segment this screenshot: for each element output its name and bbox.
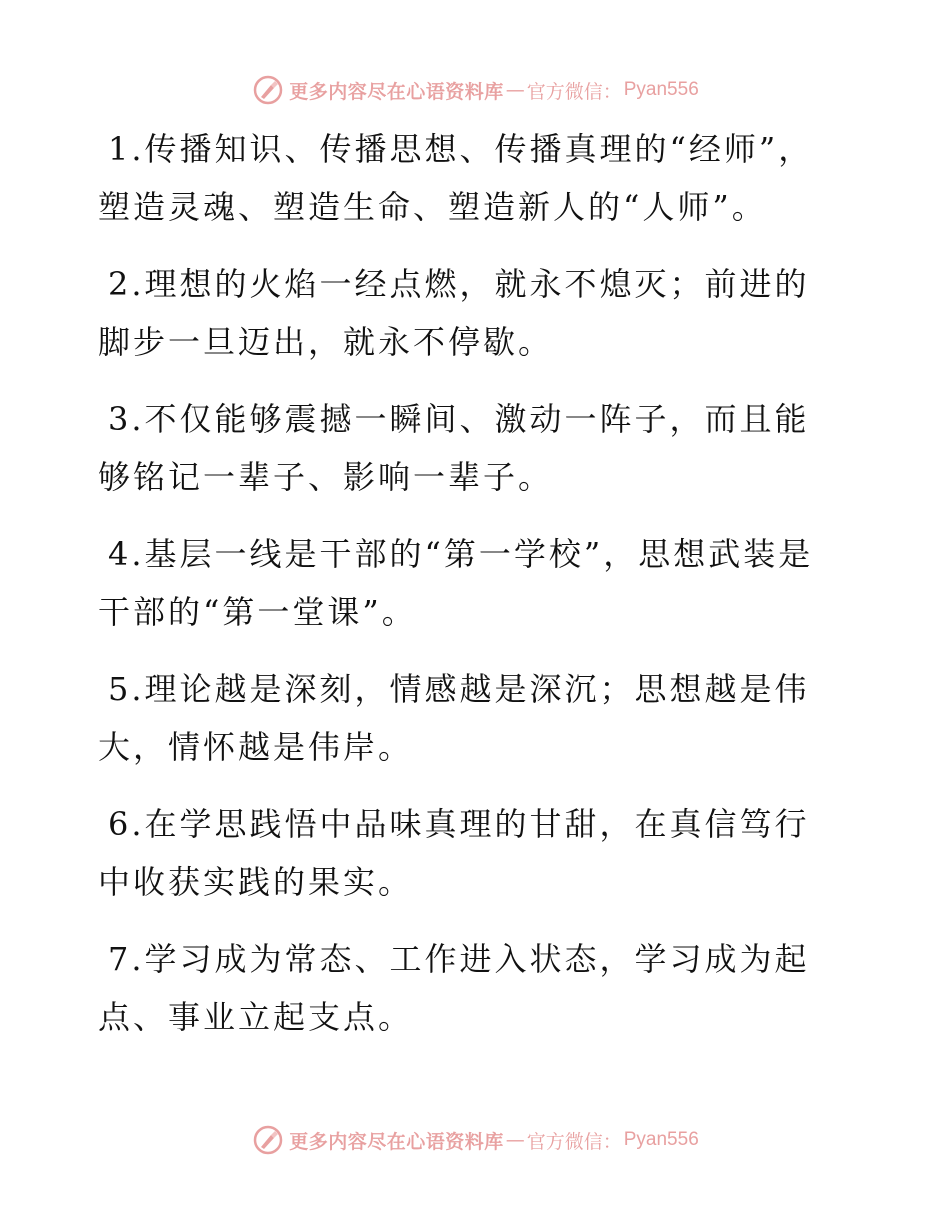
pen-logo-icon xyxy=(251,1123,285,1157)
pen-logo-icon xyxy=(251,73,285,107)
watermark-brand: 更多内容尽在心语资料库 xyxy=(289,80,504,103)
watermark-wechat-id: Pyan556 xyxy=(623,1129,699,1150)
quote-item-6: 6.在学思践悟中品味真理的甘甜，在真信笃行中收获实践的果实。 xyxy=(98,805,810,901)
watermark-wechat-id: Pyan556 xyxy=(623,79,699,100)
quote-item-2: 2.理想的火焰一经点燃，就永不熄灭；前进的脚步一旦迈出，就永不停歇。 xyxy=(98,265,810,361)
quote-item-1: 1.传播知识、传播思想、传播真理的“经师”，塑造灵魂、塑造生命、塑造新人的“人师”。 xyxy=(98,130,814,226)
watermark-brand: 更多内容尽在心语资料库 xyxy=(289,1130,504,1153)
footer-watermark xyxy=(0,1120,950,1160)
header-watermark xyxy=(0,70,950,110)
watermark-wechat-label: 官方微信： xyxy=(526,80,622,103)
quote-list xyxy=(98,120,838,1065)
watermark-separator: — xyxy=(505,1129,525,1151)
quote-item-4: 4.基层一线是干部的“第一学校”，思想武装是干部的“第一堂课”。 xyxy=(98,535,814,631)
quote-item-5: 5.理论越是深刻，情感越是深沉；思想越是伟大，情怀越是伟岸。 xyxy=(98,670,810,766)
watermark-separator: — xyxy=(505,79,525,101)
watermark-wechat-label: 官方微信： xyxy=(526,1130,622,1153)
quote-item-7: 7.学习成为常态、工作进入状态，学习成为起点、事业立起支点。 xyxy=(98,940,810,1036)
quote-item-3: 3.不仅能够震撼一瞬间、激动一阵子，而且能够铭记一辈子、影响一辈子。 xyxy=(98,400,810,496)
